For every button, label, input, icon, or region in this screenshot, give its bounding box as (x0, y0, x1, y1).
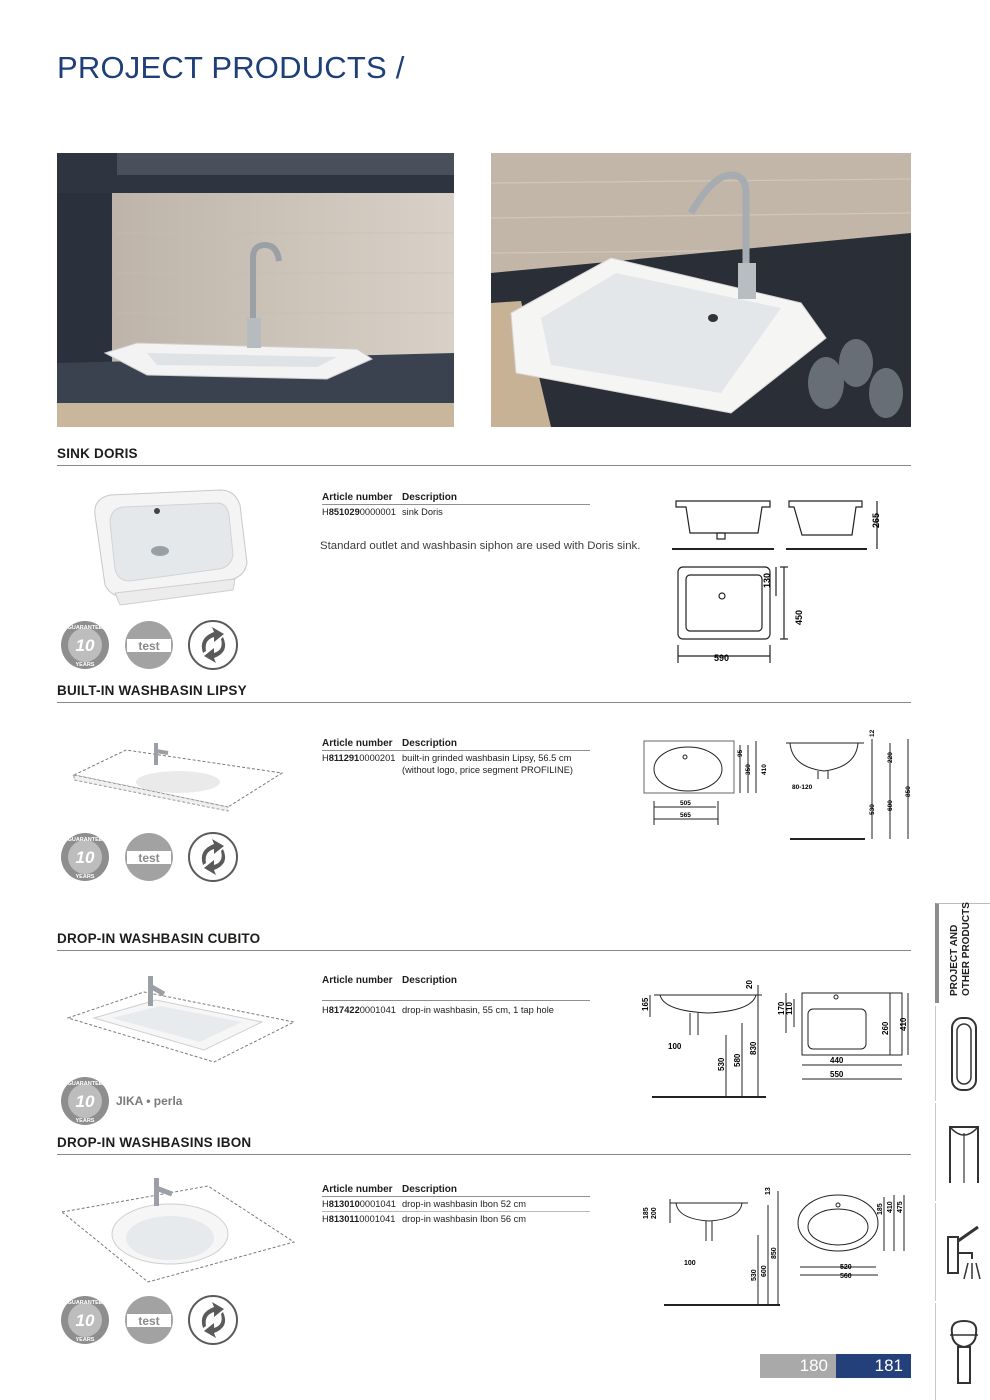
product-title-lipsy: BUILT-IN WASHBASIN LIPSY (57, 683, 247, 698)
badges-doris (60, 620, 238, 670)
svg-text:10: 10 (75, 1311, 95, 1330)
svg-text:10: 10 (75, 1092, 95, 1111)
dim-12: 12 (869, 729, 876, 737)
article-description: drop-in washbasin, 55 cm, 1 tap hole (402, 1005, 554, 1015)
dim-165: 165 (641, 997, 650, 1011)
article-row (322, 1212, 590, 1226)
header-description: Description (402, 1184, 458, 1195)
article-table-header (322, 492, 590, 505)
article-row (322, 751, 590, 777)
dim-530: 530 (751, 1269, 758, 1281)
article-table-cubito (322, 975, 590, 1017)
svg-text:test: test (138, 1314, 160, 1328)
dim-185: 185 (643, 1207, 650, 1219)
article-row (322, 1197, 590, 1212)
section-header-ibon (57, 1135, 911, 1155)
dim-590: 590 (714, 653, 730, 663)
dim-170: 170 (777, 1001, 786, 1015)
dim-600: 600 (887, 800, 894, 811)
product-image-lipsy (68, 735, 286, 815)
product-title-doris: SINK DORIS (57, 446, 138, 461)
header-article-number: Article number (322, 492, 393, 503)
section-header-cubito (57, 931, 911, 951)
product-title-cubito: DROP-IN WASHBASIN CUBITO (57, 931, 261, 946)
article-number: H8112910000201 (322, 753, 396, 763)
dim-80-120: 80-120 (792, 784, 813, 791)
dim-410: 410 (887, 1201, 894, 1213)
recycle-icon (188, 1295, 238, 1345)
recycle-icon (188, 832, 238, 882)
tab-toilets[interactable] (935, 1303, 990, 1400)
dim-20: 20 (745, 980, 754, 989)
technical-drawing-ibon (640, 1183, 915, 1313)
section-header-doris (57, 446, 911, 466)
dim-130: 130 (762, 572, 772, 588)
page-title: PROJECT PRODUCTS / (57, 50, 405, 85)
article-number: H8130100001041 (322, 1199, 396, 1209)
article-number: H8510290000001 (322, 507, 396, 517)
article-number: H8174220001041 (322, 1005, 396, 1015)
test-badge-icon (124, 832, 174, 882)
side-navigation-tabs (935, 903, 990, 1400)
tab-label: PROJECT AND OTHER PRODUCTS (949, 902, 972, 996)
header-article-number: Article number (322, 738, 393, 749)
dim-560: 560 (840, 1273, 852, 1280)
technical-drawing-doris (672, 493, 892, 668)
dim-110: 110 (785, 1002, 794, 1015)
bathtub-icon (944, 1014, 984, 1094)
article-description: drop-in washbasin Ibon 56 cm (402, 1214, 527, 1224)
article-row (322, 1001, 590, 1017)
svg-text:10: 10 (75, 636, 95, 655)
photo-doris-closeup (491, 153, 911, 427)
dim-265: 265 (871, 512, 881, 528)
article-table-lipsy (322, 738, 590, 777)
article-table-ibon (322, 1184, 590, 1226)
section-header-lipsy (57, 683, 911, 703)
product-image-doris (85, 485, 255, 615)
dim-13: 13 (765, 1187, 772, 1195)
test-badge-icon (124, 1295, 174, 1345)
article-table-header (322, 1184, 590, 1197)
dim-220: 220 (887, 752, 894, 763)
svg-text:YEARS: YEARS (75, 1118, 95, 1124)
product-image-ibon (58, 1172, 298, 1287)
article-description-note: (without logo, price segment PROFILINE) (402, 765, 574, 775)
dim-100: 100 (684, 1260, 696, 1267)
page-number-right: 181 (836, 1354, 911, 1378)
svg-text:test: test (138, 639, 160, 653)
header-description: Description (402, 492, 458, 503)
dim-530: 530 (717, 1057, 726, 1071)
svg-text:YEARS: YEARS (75, 662, 95, 668)
header-article-number: Article number (322, 1184, 393, 1195)
dim-410: 410 (761, 764, 768, 775)
toilet-icon (942, 1313, 986, 1393)
guarantee-badge-icon (60, 832, 110, 882)
dim-600: 600 (761, 1265, 768, 1277)
dim-450: 450 (794, 609, 804, 625)
dim-200: 200 (651, 1207, 658, 1219)
svg-text:GUARANTEE: GUARANTEE (67, 1081, 103, 1087)
technical-drawing-lipsy (640, 727, 915, 847)
dim-850: 850 (771, 1247, 778, 1259)
article-table-header (322, 975, 590, 1001)
article-table-header (322, 738, 590, 751)
shower-enclosure-icon (944, 1113, 984, 1193)
tab-project-and-other-products[interactable] (935, 903, 990, 1003)
dim-530: 530 (869, 804, 876, 815)
article-row (322, 505, 590, 519)
guarantee-badge-icon (60, 1295, 110, 1345)
article-number: H8130110001041 (322, 1214, 396, 1224)
dim-350: 350 (745, 764, 752, 775)
dim-260: 260 (881, 1021, 890, 1035)
dim-95: 95 (737, 749, 744, 757)
brand-logo-jika-perla: JIKA • perla (116, 1094, 183, 1108)
dim-830: 830 (749, 1041, 758, 1055)
svg-text:YEARS: YEARS (75, 874, 95, 880)
dim-440: 440 (830, 1056, 844, 1065)
svg-text:YEARS: YEARS (75, 1337, 95, 1343)
technical-drawing-cubito (636, 975, 916, 1105)
article-description: built-in grinded washbasin Lipsy, 56.5 cm (402, 753, 572, 763)
dim-550: 550 (830, 1070, 844, 1079)
svg-text:GUARANTEE: GUARANTEE (67, 837, 103, 843)
tab-faucets[interactable] (935, 1203, 990, 1301)
dim-565: 565 (680, 812, 691, 819)
badges-cubito (60, 1076, 182, 1126)
recycle-icon (188, 620, 238, 670)
dim-410: 410 (899, 1017, 908, 1031)
dim-850: 850 (905, 786, 912, 797)
dim-505: 505 (680, 800, 691, 807)
tab-shower-enclosures[interactable] (935, 1103, 990, 1201)
product-title-ibon: DROP-IN WASHBASINS IBON (57, 1135, 252, 1150)
guarantee-badge-icon (60, 620, 110, 670)
page-number-left: 180 (760, 1354, 836, 1378)
svg-text:GUARANTEE: GUARANTEE (67, 625, 103, 631)
dim-580: 580 (733, 1053, 742, 1067)
svg-text:10: 10 (75, 848, 95, 867)
faucet-icon (942, 1217, 986, 1297)
header-description: Description (402, 975, 458, 986)
header-article-number: Article number (322, 975, 393, 986)
svg-text:test: test (138, 851, 160, 865)
svg-text:GUARANTEE: GUARANTEE (67, 1300, 103, 1306)
dim-520: 520 (840, 1264, 852, 1271)
article-table-doris (322, 492, 590, 519)
article-description: drop-in washbasin Ibon 52 cm (402, 1199, 527, 1209)
guarantee-badge-icon (60, 1076, 110, 1126)
photo-doris-wide (57, 153, 454, 427)
dim-100: 100 (668, 1042, 682, 1051)
dim-475: 475 (897, 1201, 904, 1213)
product-note-doris: Standard outlet and washbasin siphon are used with Doris sink. (320, 540, 641, 552)
test-badge-icon (124, 620, 174, 670)
article-description: sink Doris (402, 507, 443, 517)
dim-185: 185 (877, 1203, 884, 1215)
tab-bathtubs[interactable] (935, 1006, 990, 1101)
badges-lipsy (60, 832, 238, 882)
product-image-cubito (64, 970, 296, 1070)
badges-ibon (60, 1295, 238, 1345)
header-description: Description (402, 738, 458, 749)
